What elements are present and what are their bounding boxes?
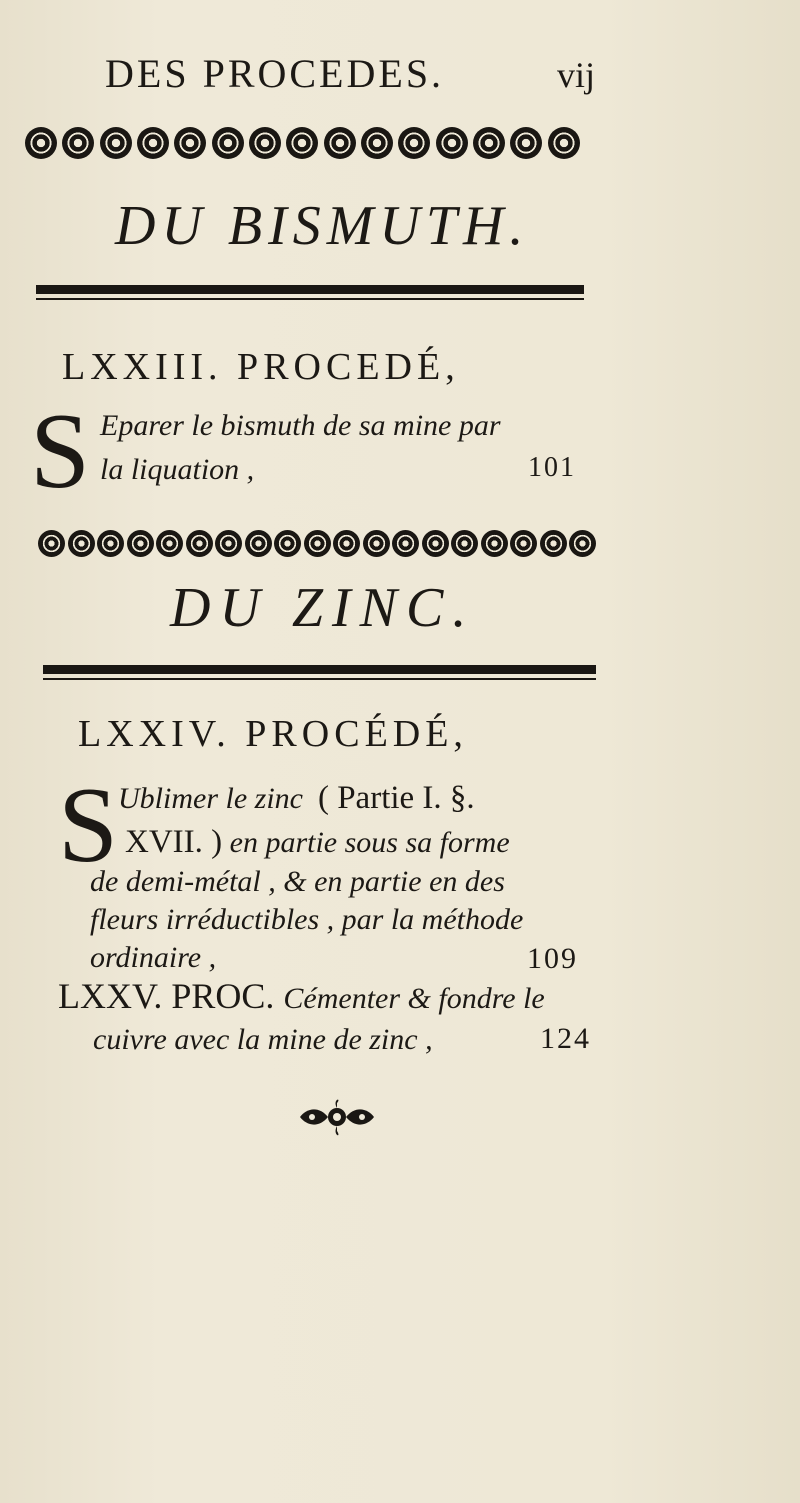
procedure-label: LXXV. PROC. <box>58 976 275 1016</box>
entry-roman-part: XVII. ) <box>125 824 223 860</box>
page-reference: 109 <box>527 942 578 975</box>
entry-roman-part: ( Partie I. §. <box>317 780 475 816</box>
ornament-band-middle <box>38 523 596 563</box>
page-reference: 124 <box>540 1022 591 1055</box>
entry-text-line: de demi-métal , & en partie en des <box>90 865 505 898</box>
section-title-bismuth: DU BISMUTH. <box>115 195 530 257</box>
entry-italic-part: Ublimer le zinc <box>118 782 303 815</box>
entry-text-line <box>125 824 510 861</box>
entry-italic-part: en partie sous sa forme <box>229 826 510 859</box>
tailpiece-ornament-icon <box>292 1095 382 1141</box>
procedure-heading-74: LXXIV. PROCÉDÉ, <box>78 713 468 755</box>
page-folio: vij <box>556 55 595 95</box>
entry-text-line: cuivre avec la mine de zinc , <box>93 1023 433 1056</box>
entry-text-line: la liquation , <box>100 453 255 486</box>
page-reference: 101 <box>528 452 576 483</box>
double-rule <box>43 665 596 680</box>
running-head-title: DES PROCEDES. <box>105 51 445 96</box>
drop-cap: S <box>30 392 91 511</box>
entry-text-line: fleurs irréductibles , par la méthode <box>90 903 524 936</box>
entry-italic-part: Cémenter & fondre le <box>283 982 545 1015</box>
running-head <box>105 50 595 100</box>
section-title-zinc: DU ZINC. <box>170 577 476 639</box>
entry-text-line <box>118 780 475 817</box>
entry-text-line: ordinaire , <box>90 941 217 974</box>
procedure-label-75 <box>58 978 545 1017</box>
drop-cap: S <box>58 766 119 885</box>
entry-text-line: Eparer le bismuth de sa mine par <box>100 409 501 442</box>
ornament-band-top <box>25 120 580 166</box>
double-rule <box>36 285 584 300</box>
procedure-heading-73: LXXIII. PROCEDÉ, <box>62 346 460 388</box>
